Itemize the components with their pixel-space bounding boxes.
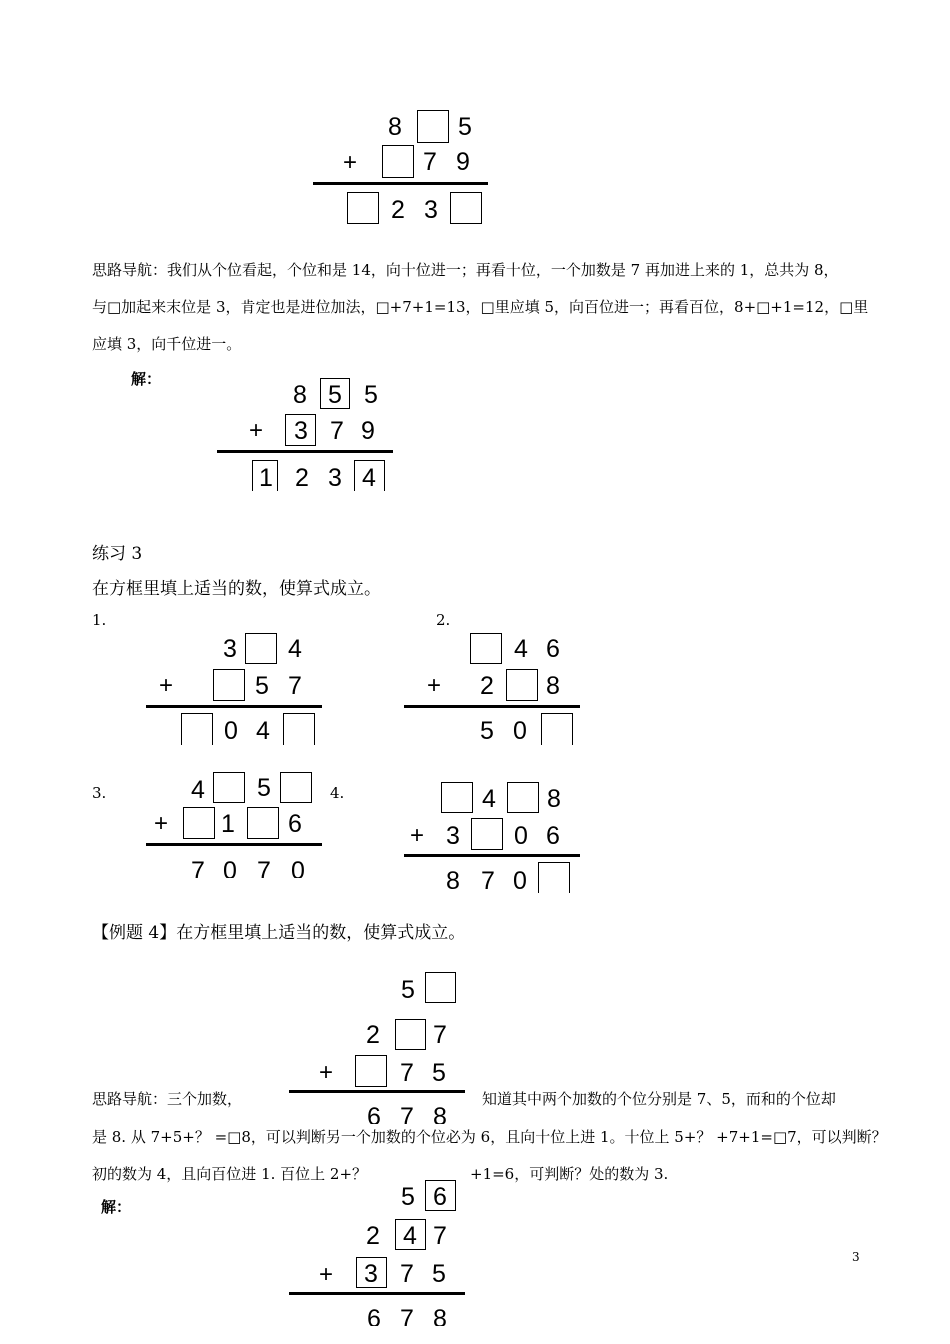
digit: 7 <box>288 672 302 700</box>
digit: 4 <box>256 717 270 745</box>
plus-sign: + <box>342 149 357 176</box>
digit: 4 <box>191 776 205 804</box>
answer-box[interactable] <box>382 145 414 178</box>
solution-label: 解： <box>131 370 162 388</box>
digit: 6 <box>433 1183 447 1211</box>
digit: 1 <box>259 464 273 492</box>
answer-box[interactable] <box>441 782 473 813</box>
plus-sign: + <box>158 672 173 699</box>
digit: 5 <box>255 672 269 700</box>
answer-box[interactable] <box>280 772 312 803</box>
digit: 7 <box>400 1059 414 1087</box>
digit: 7 <box>191 857 205 878</box>
answer-box[interactable] <box>181 713 213 745</box>
answer-box[interactable] <box>245 633 277 664</box>
answer-box[interactable] <box>283 713 315 745</box>
digit: 8 <box>547 785 561 813</box>
hint-line: 是 8. 从 7+5+？ =□8，可以判断另一个加数的个位必为 6，且向十位上进 1。十位上 5+？ +7+1=□7，可以判断？ <box>92 1128 887 1146</box>
digit: 0 <box>514 822 528 850</box>
plus-sign: + <box>318 1261 333 1288</box>
answer-box[interactable] <box>247 807 279 839</box>
digit: 5 <box>401 976 415 1004</box>
example4-title: 【例题 4】在方框里填上适当的数，使算式成立。 <box>92 923 466 943</box>
digit: 8 <box>446 867 460 895</box>
digit: 7 <box>400 1305 414 1326</box>
sum-line <box>289 1090 465 1093</box>
digit: 7 <box>433 1021 447 1049</box>
digit: 8 <box>433 1103 447 1124</box>
digit: 5 <box>364 381 378 409</box>
problem-number: 4. <box>330 784 345 802</box>
digit: 5 <box>432 1260 446 1288</box>
sum-line <box>404 705 580 708</box>
digit: 4 <box>514 635 528 663</box>
page-number: 3 <box>852 1250 860 1264</box>
digit: 1 <box>221 810 235 838</box>
answer-box[interactable] <box>347 192 379 224</box>
problem-number: 1. <box>92 611 107 629</box>
sum-line <box>217 450 393 453</box>
digit: 6 <box>367 1103 381 1124</box>
digit: 3 <box>364 1260 378 1288</box>
digit: 2 <box>366 1222 380 1250</box>
digit: 4 <box>482 785 496 813</box>
digit: 7 <box>423 148 437 176</box>
answer-box[interactable] <box>507 782 539 813</box>
digit: 8 <box>388 113 402 141</box>
digit: 0 <box>513 717 527 745</box>
digit: 9 <box>361 417 375 445</box>
hint-line: 应填 3，向千位进一。 <box>92 335 242 353</box>
problem-number: 3. <box>92 784 107 802</box>
answer-box[interactable] <box>538 862 570 893</box>
sum-line <box>146 705 322 708</box>
digit: 8 <box>546 672 560 700</box>
digit: 4 <box>362 464 376 492</box>
digit: 2 <box>391 196 405 224</box>
answer-box[interactable] <box>470 633 502 664</box>
hint-line: 与□加起来末位是 3，肯定也是进位加法，□+7+1=13，□里应填 5，向百位进一；再看百位，8+□+1=12，□里 <box>92 298 869 316</box>
answer-box[interactable] <box>417 110 449 143</box>
plus-sign: + <box>318 1059 333 1086</box>
plus-sign: + <box>153 810 168 837</box>
digit: 7 <box>433 1222 447 1250</box>
digit: 2 <box>295 464 309 492</box>
digit: 5 <box>458 113 472 141</box>
sum-line <box>313 182 488 185</box>
digit: 5 <box>401 1183 415 1211</box>
sum-line <box>404 854 580 857</box>
digit: 6 <box>546 822 560 850</box>
hint-line: 知道其中两个加数的个位分别是 7、5，而和的个位却 <box>482 1090 836 1108</box>
digit: 5 <box>328 381 342 409</box>
digit: 5 <box>432 1059 446 1087</box>
answer-box[interactable] <box>471 818 503 850</box>
digit: 6 <box>288 810 302 838</box>
practice-title: 练习 3 <box>92 544 143 564</box>
hint-line: 初的数为 4，且向百位进 1. 百位上 2+？ <box>92 1165 368 1183</box>
hint-line: 思路导航：我们从个位看起，个位和是 14，向十位进一；再看十位，一个加数是 7 再加进上来的 1，总共为 8， <box>92 261 839 279</box>
digit: 8 <box>433 1305 447 1326</box>
digit: 7 <box>400 1260 414 1288</box>
answer-box[interactable] <box>213 669 245 701</box>
digit: 4 <box>403 1222 417 1250</box>
digit: 0 <box>291 857 305 878</box>
answer-box[interactable] <box>213 772 245 803</box>
hint-line: +1=6，可判断？处的数为 3. <box>470 1165 669 1183</box>
digit: 5 <box>480 717 494 745</box>
solution-label: 解： <box>101 1198 132 1216</box>
digit: 2 <box>480 672 494 700</box>
practice-instruction: 在方框里填上适当的数，使算式成立。 <box>92 579 381 599</box>
sum-line <box>146 843 322 846</box>
digit: 7 <box>481 867 495 895</box>
digit: 3 <box>328 464 342 492</box>
digit: 6 <box>546 635 560 663</box>
answer-box[interactable] <box>425 972 456 1003</box>
answer-box[interactable] <box>183 807 215 839</box>
hint-line: 思路导航：三个加数， <box>92 1090 243 1108</box>
digit: 7 <box>257 857 271 878</box>
digit: 8 <box>293 381 307 409</box>
digit: 9 <box>456 148 470 176</box>
digit: 0 <box>513 867 527 895</box>
digit: 7 <box>400 1103 414 1124</box>
plus-sign: + <box>426 672 441 699</box>
digit: 3 <box>446 822 460 850</box>
plus-sign: + <box>248 417 263 444</box>
plus-sign: + <box>409 822 424 849</box>
answer-box[interactable] <box>541 713 573 745</box>
answer-box[interactable] <box>450 192 482 224</box>
digit: 0 <box>224 717 238 745</box>
answer-box[interactable] <box>355 1055 387 1087</box>
answer-box[interactable] <box>506 669 538 701</box>
digit: 7 <box>330 417 344 445</box>
digit: 4 <box>288 635 302 663</box>
digit: 2 <box>366 1021 380 1049</box>
digit: 3 <box>294 417 308 445</box>
sum-row-clipped <box>180 856 330 878</box>
digit: 6 <box>367 1305 381 1326</box>
sum-row-clipped <box>360 1304 460 1326</box>
sum-row-clipped <box>360 1102 460 1124</box>
answer-box[interactable] <box>395 1019 426 1050</box>
digit: 3 <box>223 635 237 663</box>
digit: 3 <box>424 196 438 224</box>
digit: 0 <box>223 857 237 878</box>
sum-line <box>289 1292 465 1295</box>
problem-number: 2. <box>436 611 451 629</box>
digit: 5 <box>257 774 271 802</box>
